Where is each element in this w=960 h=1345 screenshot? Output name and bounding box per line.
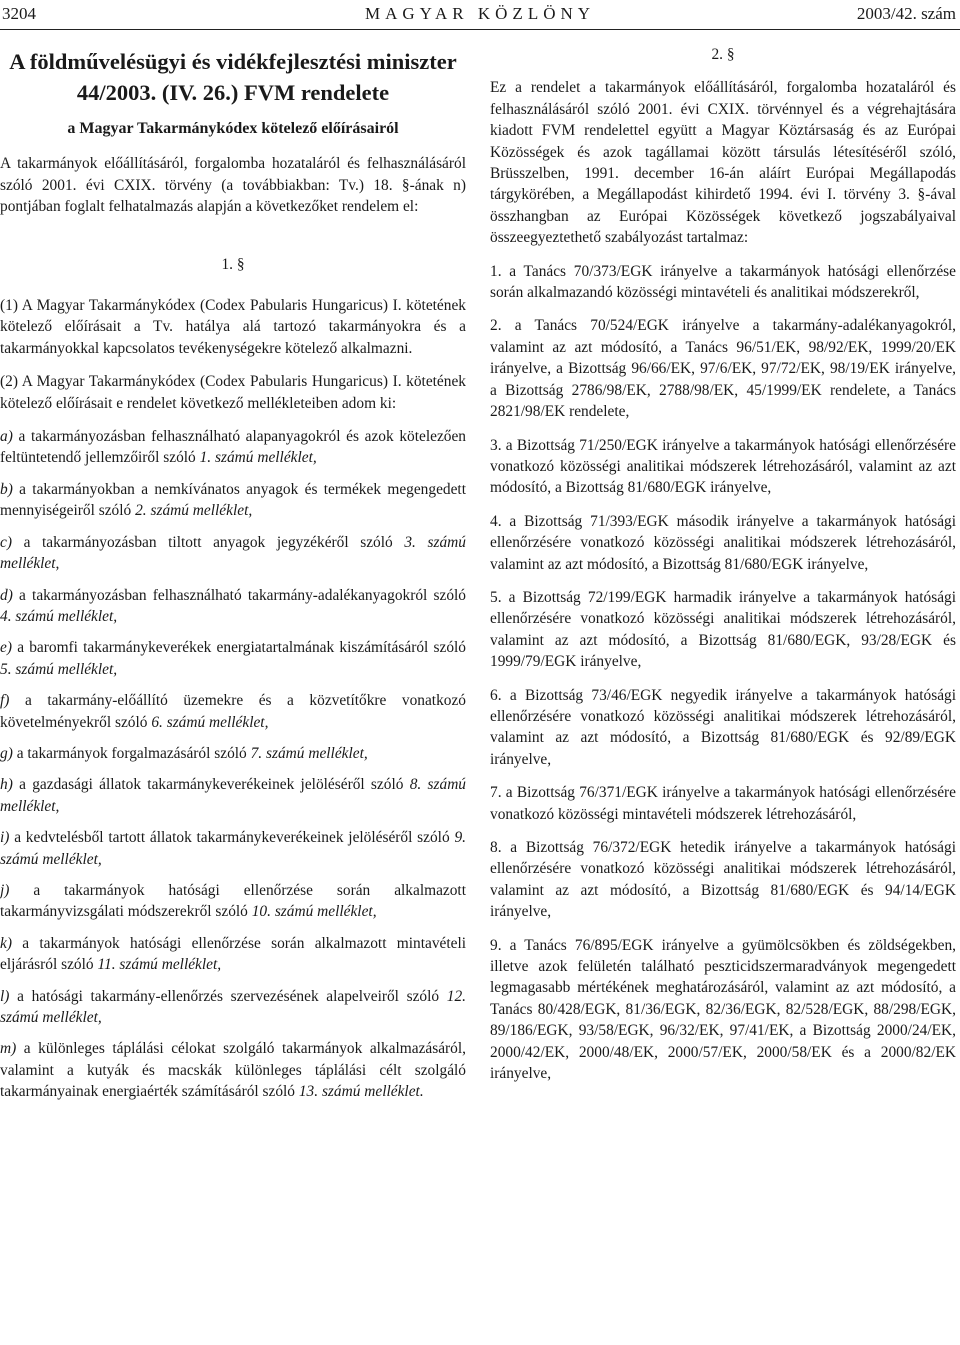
paragraph-2: (2) A Magyar Takarmánykódex (Codex Pabularis Hungaricus) I. kötetének kötelező előírásait e rendelet következő mellékleteiben adom ki: (0, 373, 466, 412)
annex-item-text: a takarmányozásban felhasználható alapanyagokról és azok kötelezően feltüntetendő jellemzőiről szóló (0, 428, 466, 467)
annex-item-ref: 8. számú melléklet, (0, 776, 466, 815)
directive-item: 3. a Bizottság 71/250/EGK irányelve a takarmányok hatósági ellenőrzésére vonatkozó közösségi analitikai módszerek létrehozásáról, valamint az azt módosító, a Bizottság 81/680/EGK irányelve, (490, 436, 956, 497)
annex-item-letter: d) (0, 586, 13, 604)
decree-heading: A földművelésügyi és vidékfejlesztési miniszter 44/2003. (IV. 26.) FVM rendelete (9, 49, 457, 105)
section-heading-1: 1. § (221, 255, 245, 273)
annex-item-ref: 10. számú melléklet, (251, 903, 377, 921)
directive-item: 6. a Bizottság 73/46/EGK negyedik irányelve a takarmányok hatósági ellenőrzésére vonatkozó közösségi analitikai módszerek létrehozásáról, valamint az azt módosító, a Bizottság 81/680/EGK és 92/89/EGK irányelve, (490, 686, 956, 768)
paragraph-1: (1) A Magyar Takarmánykódex (Codex Pabularis Hungaricus) I. kötetének kötelező előírásait a Tv. hatálya alá tartozó takarmányokra és a takarmányokkal kapcsolatos tevékenységekre kötelező alkalmazni. (0, 297, 466, 357)
annex-item-letter: h) (0, 776, 13, 794)
directive-item: 4. a Bizottság 71/393/EGK második irányelve a takarmányok hatósági ellenőrzésére vonatkozó közösségi analitikai módszerek létrehozásáról, valamint az azt módosító, a Bizottság 81/680/EGK irányelve, (490, 512, 956, 573)
annex-item-text: a takarmányok forgalmazásáról szóló (16, 744, 247, 762)
annex-item-letter: j) (0, 881, 10, 899)
issue-number: 2003/42. szám (856, 4, 956, 23)
directive-item: 7. a Bizottság 76/371/EGK irányelve a takarmányok hatósági ellenőrzésére vonatkozó közösségi mintavételi módszerek létrehozásáról, (490, 784, 956, 823)
annex-item (0, 690, 466, 733)
annex-item (0, 986, 466, 1029)
annex-item-text: a takarmány-előállító üzemekre és a közvetítőkre vonatkozó követelményekről szóló (0, 692, 466, 731)
annex-item-letter: c) (0, 533, 12, 551)
annex-item (0, 774, 466, 817)
section-heading-2: 2. § (711, 46, 735, 63)
directive-item: 5. a Bizottság 72/199/EGK harmadik irányelve a takarmányok hatósági ellenőrzésére vonatkozó közösségi analitikai módszerek létrehozásáról, valamint az azt módosító, a Bizottság 81/680/EGK, 93/28/EGK és 1999/79/EGK irányelve, (490, 588, 956, 671)
annex-item-ref: 9. számú melléklet, (0, 829, 466, 868)
directive-item: 1. a Tanács 70/373/EGK irányelve a takarmányok hatósági ellenőrzése során alkalmazandó közösségi mintavételi és analitikai módszerekről, (490, 262, 956, 302)
annex-item-text: a takarmányozásban felhasználható takarmány-adalékanyagokról szóló (19, 586, 466, 604)
annex-list (0, 426, 466, 1103)
annex-item-text: a gazdasági állatok takarmánykeverékeinek jelöléséről szóló (19, 776, 404, 794)
annex-item-letter: b) (0, 480, 13, 498)
directive-list (490, 261, 956, 1085)
annex-item (0, 743, 466, 764)
annex-item-text: a takarmányok hatósági ellenőrzése során alkalmazott mintavételi eljárásról szóló (0, 934, 467, 974)
annex-item-letter: k) (0, 934, 12, 952)
annex-item-ref: 7. számú melléklet, (250, 744, 368, 762)
annex-item-ref: 11. számú melléklet, (97, 956, 222, 974)
annex-item (0, 479, 466, 522)
annex-item-ref: 12. számú melléklet, (0, 987, 467, 1026)
annex-item-text: a kedvtelésből tartott állatok takarmánykeverékeinek jelöléséről szóló (14, 829, 450, 847)
annex-item-letter: l) (0, 987, 10, 1005)
annex-item-letter: g) (0, 744, 13, 762)
directive-item: 8. a Bizottság 76/372/EGK hetedik irányelve a takarmányok hatósági ellenőrzésére vonatkozó közösségi analitikai módszerek létrehozásáról, valamint az azt módosító, a Bizottság 81/680/EGK és 94/14/EGK irányelve, (490, 839, 956, 921)
annex-item-text: a hatósági takarmány-ellenőrzés szervezésének alapelveiről szóló (17, 987, 440, 1005)
annex-item-ref: 3. számú melléklet, (0, 533, 466, 573)
annex-item-ref: 2. számú melléklet, (135, 502, 253, 520)
annex-item-text: a különleges táplálási célokat szolgáló takarmányok alkalmazásáról, valamint a kutyák és macskák különleges táplálási célt szolgáló takarmányainak energiaérték számításáról szóló (0, 1040, 466, 1101)
annex-item-letter: m) (0, 1040, 17, 1058)
journal-title: MAGYAR KÖZLÖNY (364, 4, 596, 23)
annex-item-letter: e) (0, 639, 12, 657)
annex-item-letter: i) (0, 829, 10, 847)
annex-item (0, 426, 466, 469)
annex-item-letter: a) (0, 428, 13, 446)
decree-subheading: a Magyar Takarmánykódex kötelező előírásairól (67, 120, 399, 137)
header-divider (0, 29, 960, 30)
annex-item-letter: f) (0, 692, 10, 710)
intro-paragraph: A takarmányok előállításáról, forgalomba hozataláról és felhasználásáról szóló 2001. évi CXIX. törvény (a továbbiakban: Tv.) 18. §-ának n) pontjában foglalt felhatalmazás alapján a következőket rendelem el: (0, 155, 466, 216)
annex-item (0, 532, 466, 575)
annex-item-text: a baromfi takarmánykeverékek energiatartalmának kiszámításáról szóló (17, 639, 466, 657)
annex-item-text: a takarmányokban a nemkívánatos anyagok és termékek megengedett mennyiségeiről szóló (0, 480, 466, 520)
annex-item-ref: 1. számú melléklet, (199, 449, 317, 467)
annex-item-ref: 5. számú melléklet, (0, 660, 118, 678)
annex-item-text: a takarmányozásban tiltott anyagok jegyzékéről szóló (23, 533, 393, 551)
conformity-intro: Ez a rendelet a takarmányok előállításáról, forgalomba hozataláról és felhasználásáról szóló 2001. évi CXIX. törvénnyel és a végrehajtására kiadott FVM rendelettel együtt a Magyar Köztársaság és az Európai Közösségek és azok tagállamai között társulás létesítéséről szóló, Brüsszelben, 1991. december 16-án aláírt Európai Megállapodás tárgykörében, a Megállapodást kihirdető 1994. évi I. törvény 3. §-ával összhangban az Európai Közösségek következő jogszabályaival összeegyeztethető szabályozást tartalmaz: (490, 79, 956, 247)
directive-item: 9. a Tanács 76/895/EGK irányelve a gyümölcsökben és zöldségekben, illetve azok felületén található peszticidszermaradványok megengedett legmagasabb mértékének meghatározásáról, valamint az azt módosító, a Tanács 80/428/EGK, 81/36/EGK, 82/36/EGK, 82/528/EGK, 88/298/EGK, 89/186/EGK, 93/58/EGK, 96/32/EK, 97/41/EK, a Bizottság 2000/24/EK, 2000/42/EK, 2000/48/EK, 2000/57/EK, 2000/58/EK és a 2000/82/EK irányelve, (490, 936, 956, 1083)
annex-item-ref: 6. számú melléklet, (151, 713, 269, 731)
annex-item (0, 585, 466, 628)
page-header (0, 0, 960, 30)
right-column (490, 40, 956, 1096)
annex-item (0, 1038, 466, 1102)
page-number: 3204 (2, 4, 36, 23)
directive-item: 2. a Tanács 70/524/EGK irányelve a takarmány-adalékanyagokról, valamint az azt módosító, a Tanács 96/51/EK, 98/92/EK, 1999/20/EK irányelve, a Bizottság 96/66/EK, 97/6/EK, 97/72/EK, 98/19/EK irányelve, a Bizottság 2786/98/EK, 2788/98/EK, 45/1999/EK rendelete, a Tanács 2821/98/EK rendelete, (490, 317, 956, 421)
annex-item (0, 933, 466, 976)
annex-item (0, 637, 466, 680)
annex-item (0, 880, 466, 923)
annex-item-text: a takarmányok hatósági ellenőrzése során alkalmazott takarmányvizsgálati módszerekről szóló (0, 881, 466, 921)
annex-item (0, 827, 466, 870)
annex-item-ref: 13. számú melléklet. (298, 1083, 424, 1101)
left-column (0, 40, 466, 1113)
annex-item-ref: 4. számú melléklet, (0, 607, 118, 625)
